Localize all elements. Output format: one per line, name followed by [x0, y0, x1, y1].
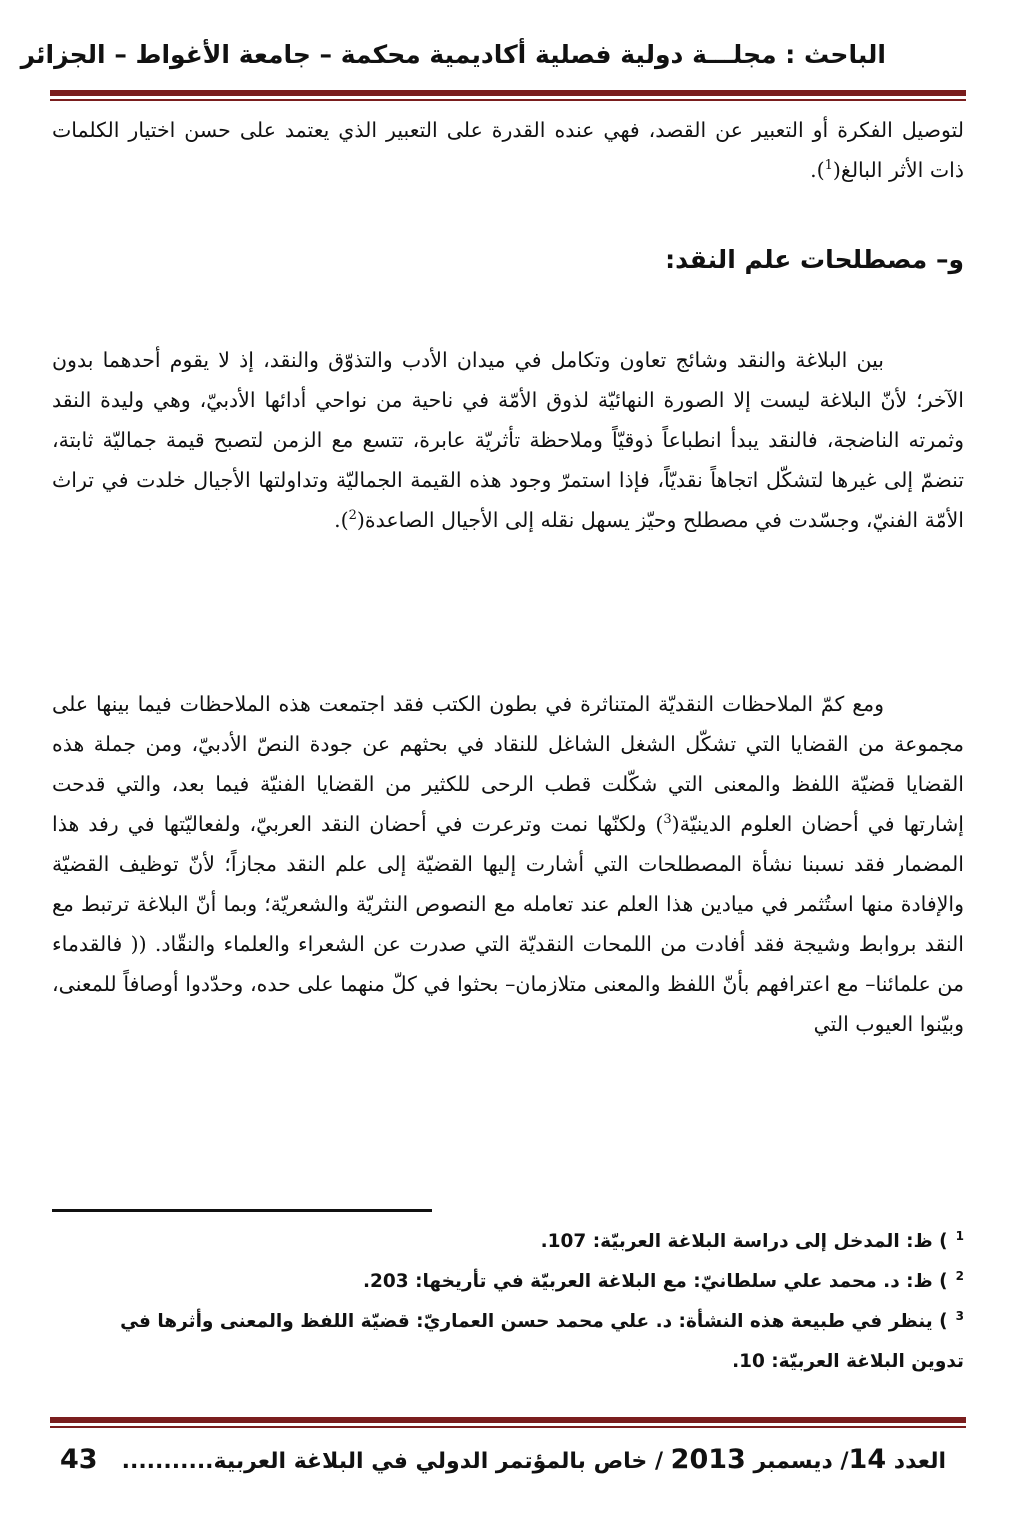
footnotes [80, 1222, 964, 1382]
header-divider [50, 90, 966, 101]
intro-text: لتوصيل الفكرة أو التعبير عن القصد، فهي عنده القدرة على التعبير الذي يعتمد على حسن اختيار الكلمات ذات الأثر البالغ( [52, 118, 964, 182]
footnote-ref-1[interactable]: 1 [824, 158, 833, 174]
footer-year: 2013 [670, 1444, 746, 1475]
footer-divider [50, 1417, 966, 1428]
section-heading: و– مصطلحات علم النقد: [665, 245, 964, 274]
footer-issue-number: 14 [848, 1444, 887, 1475]
footer-month: / ديسمبر [753, 1449, 849, 1474]
footer-issue-line [60, 1440, 946, 1482]
footnote-ref-2[interactable]: 2 [348, 508, 357, 524]
footnote-1: $^1$) ظ: المدخل إلى دراسة البلاغة العربيّة: 107. [540, 1228, 964, 1252]
page-number: 43 [60, 1444, 98, 1475]
paragraph-2-text-a: ومع كمّ الملاحظات النقديّة المتناثرة في بطون الكتب فقد اجتمعت هذه الملاحظات فيما بينها على مجموعة من القضايا التي تشكّل الشغل الشاغل للنقاد في بحثهم عن جودة النصّ الأدبيّ، ومن جملة هذه القضايا قضيّة اللفظ والمعنى التي شكّلت قطب الرحى للكثير من القضايا الفنيّة فيما بعد، والتي قدحت إشارتها في أحضان العلوم الدينيّة( [52, 692, 964, 836]
footnote-separator [52, 1209, 432, 1212]
paragraph-2-text-b: ) ولكنّها نمت وترعرت في أحضان النقد العربيّ، ولفعاليّتها في رفد هذا المضمار فقد نسبنا نشأة المصطلحات التي أشارت إليها القضيّة إلى علم النقد مجازاً؛ لأنّ توظيف القضيّة والإفادة منها استُثمر في ميادين هذا العلم عند تعامله مع النصوص النثريّة والشعريّة؛ وبما أنّ البلاغة ترتبط مع النقد بروابط وشيجة فقد أفادت من اللمحات النقديّة التي صدرت عن الشعراء والعلماء والنقّاد. (( فالقدماء من علمائنا– مع اعترافهم بأنّ اللفظ والمعنى متلازمان– بحثوا في كلّ منهما على حده، وحدّدوا أوصافاً للمعنى، وبيّنوا العيوب التي [52, 812, 964, 1036]
paragraph-1: بين البلاغة والنقد وشائج تعاون وتكامل في ميدان الأدب والتذوّق والنقد، إذ لا يقوم أحدهما بدون الآخر؛ لأنّ البلاغة ليست إلا الصورة النهائيّة لذوق الأمّة في ناحية من نواحي أدائها الأدبيّ، وهي وليدة النقد وثمرته الناضجة، فالنقد يبدأ انطباعاً ذوقيّاً وملاحظة تأثريّة عابرة، تتسع مع الزمن لتصبح قيمة جماليّة ثابتة، تنضمّ إلى غيرها لتشكّل اتجاهاً نقديّاً، فإذا استمرّ وجود هذه القيمة الجماليّة وتداولتها الأجيال خلدت في تراث الأمّة الفنيّ، وجسّدت في مصطلح وحيّز يسهل نقله إلى الأجيال الصاعدة($^2$). [52, 348, 964, 532]
paragraph-1-text: بين البلاغة والنقد وشائج تعاون وتكامل في ميدان الأدب والتذوّق والنقد، إذ لا يقوم أحدهما بدون الآخر؛ لأنّ البلاغة ليست إلا الصورة النهائيّة لذوق الأمّة في ناحية من نواحي أدائها الأدبيّ، وهي وليدة النقد وثمرته الناضجة، فالنقد يبدأ انطباعاً ذوقيّاً وملاحظة تأثريّة عابرة، تتسع مع الزمن لتصبح قيمة جماليّة ثابتة، تنضمّ إلى غيرها لتشكّل اتجاهاً نقديّاً، فإذا استمرّ وجود هذه القيمة الجماليّة وتداولتها الأجيال خلدت في تراث الأمّة الفنيّ، وجسّدت في مصطلح وحيّز يسهل نقله إلى الأجيال الصاعدة( [52, 348, 964, 532]
paragraph-2 [52, 684, 964, 1044]
footnote-2: $^2$) ظ: د. محمد علي سلطانيّ: مع البلاغة العربيّة في تأريخها: 203. [362, 1268, 964, 1292]
footnote-3: $^3$) ينظر في طبيعة هذه النشأة: د. علي محمد حسن العماريّ: قضيّة اللفظ والمعنى وأثرها في تدوين البلاغة العربيّة: 10. [120, 1308, 964, 1372]
intro-paragraph: لتوصيل الفكرة أو التعبير عن القصد، فهي عنده القدرة على التعبير الذي يعتمد على حسن اختيار الكلمات ذات الأثر البالغ($^1$). [52, 118, 964, 182]
journal-header-title: الباحث : مجلـــة دولية فصلية أكاديمية محكمة – جامعة الأغواط – الجزائر [20, 40, 886, 69]
footer-issue-label: العدد [893, 1449, 946, 1474]
footer-special: / خاص بالمؤتمر الدولي في البلاغة العربية........... [121, 1449, 663, 1474]
footnote-ref-3[interactable]: 3 [663, 812, 672, 828]
